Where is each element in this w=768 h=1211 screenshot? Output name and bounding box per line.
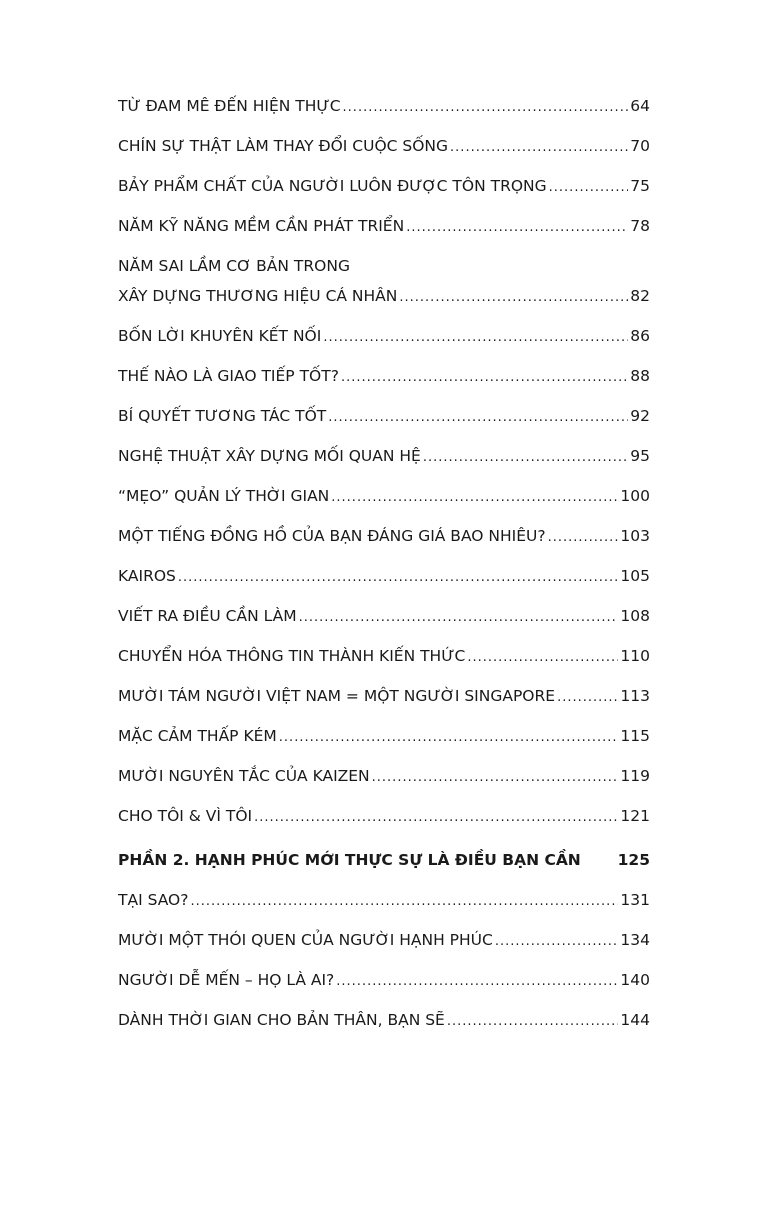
toc-leader-dots: [406, 215, 628, 241]
toc-entry-page: 113: [620, 687, 650, 705]
toc-entry: [118, 803, 650, 829]
toc-entry-page: 88: [630, 367, 650, 385]
toc-entry-page: 108: [620, 607, 650, 625]
toc-entry: [118, 443, 650, 469]
toc-entry-title-line2: XÂY DỰNG THƯƠNG HIỆU CÁ NHÂN: [118, 287, 398, 305]
toc-leader-dots: [279, 725, 619, 751]
toc-entry-title: CHUYỂN HÓA THÔNG TIN THÀNH KIẾN THỨC: [118, 647, 466, 665]
toc-entry: [118, 1007, 650, 1033]
toc-leader-dots: [557, 685, 618, 711]
toc-entry-title-line1: NĂM SAI LẦM CƠ BẢN TRONG: [118, 257, 350, 275]
toc-leader-dots: [254, 805, 618, 831]
toc-leader-dots: [372, 765, 619, 791]
toc-entry: [118, 563, 650, 589]
toc-entry-title: TẠI SAO?: [118, 891, 189, 909]
toc-entry: [118, 723, 650, 749]
toc-leader-dots: [331, 485, 618, 511]
toc-leader-dots: [447, 1009, 619, 1035]
toc-entry-title: NGHỆ THUẬT XÂY DỰNG MỐI QUAN HỆ: [118, 447, 421, 465]
toc-entry-title: CHÍN SỰ THẬT LÀM THAY ĐỔI CUỘC SỐNG: [118, 137, 449, 155]
toc-entry-page: 82: [630, 287, 650, 305]
toc-entry-title: THẾ NÀO LÀ GIAO TIẾP TỐT?: [118, 367, 339, 385]
toc-entry: [118, 93, 650, 119]
toc-entry: [118, 603, 650, 629]
toc-entry-page: 121: [620, 807, 650, 825]
toc-entry-page: 144: [620, 1011, 650, 1029]
toc-entry-title: TỪ ĐAM MÊ ĐẾN HIỆN THỰC: [118, 97, 341, 115]
toc-leader-dots: [450, 135, 628, 161]
toc-leader-dots: [399, 285, 628, 311]
toc-section-heading: [118, 847, 650, 873]
toc-leader-dots: [467, 645, 618, 671]
toc-entry-page: 140: [620, 971, 650, 989]
toc-entry-page: 100: [620, 487, 650, 505]
toc-entry: [118, 763, 650, 789]
toc-entry: [118, 887, 650, 913]
toc-entry: [118, 403, 650, 429]
toc-entry-page: 134: [620, 931, 650, 949]
toc-leader-dots: [323, 325, 628, 351]
toc-entry-title: BÍ QUYẾT TƯƠNG TÁC TỐT: [118, 407, 327, 425]
toc-leader-dots: [549, 175, 629, 201]
toc-entry: [118, 213, 650, 239]
toc-entry-page: 64: [630, 97, 650, 115]
toc-leader-dots: [341, 365, 628, 391]
toc-leader-dots: [328, 405, 628, 431]
toc-entry-page: 105: [620, 567, 650, 585]
toc-entry: [118, 133, 650, 159]
toc-entry-title: CHO TÔI & VÌ TÔI: [118, 807, 253, 825]
toc-entry-title: NGƯỜI DỄ MẾN – HỌ LÀ AI?: [118, 971, 335, 989]
toc-entry-title: MƯỜI NGUYÊN TẮC CỦA KAIZEN: [118, 767, 370, 785]
toc-entry-title: KAIROS: [118, 567, 176, 585]
toc-entry-page: 78: [630, 217, 650, 235]
toc-entry: [118, 967, 650, 993]
toc-entry-page: 75: [630, 177, 650, 195]
toc-entry-page: 131: [620, 891, 650, 909]
toc-entry: [118, 363, 650, 389]
toc-leader-dots: [336, 969, 618, 995]
toc-entry-title: MƯỜI MỘT THÓI QUEN CỦA NGƯỜI HẠNH PHÚC: [118, 931, 493, 949]
section-page: 125: [617, 851, 650, 869]
toc-entry: [118, 173, 650, 199]
toc-entry: [118, 483, 650, 509]
toc-entry-page: 70: [630, 137, 650, 155]
toc-entry: [118, 683, 650, 709]
toc-entry-page: 95: [630, 447, 650, 465]
toc-entry-title: BẢY PHẨM CHẤT CỦA NGƯỜI LUÔN ĐƯỢC TÔN TRỌNG: [118, 177, 547, 195]
toc-leader-dots: [423, 445, 628, 471]
toc-leader-dots: [178, 565, 619, 591]
toc-entry-title: MƯỜI TÁM NGƯỜI VIỆT NAM = MỘT NGƯỜI SINGAPORE: [118, 687, 556, 705]
section-title: PHẦN 2. HẠNH PHÚC MỚI THỰC SỰ LÀ ĐIỀU BẠN CẦN: [118, 851, 581, 869]
toc-leader-dots: [299, 605, 619, 631]
toc-entry-title: MẶC CẢM THẤP KÉM: [118, 727, 277, 745]
toc-entry-title: BỐN LỜI KHUYÊN KẾT NỐI: [118, 327, 322, 345]
toc-entry-page: 86: [630, 327, 650, 345]
toc-entry-title: “MẸO” QUẢN LÝ THỜI GIAN: [118, 487, 330, 505]
toc-entry-title: DÀNH THỜI GIAN CHO BẢN THÂN, BẠN SẼ: [118, 1011, 445, 1029]
toc-entry-page: 110: [620, 647, 650, 665]
toc-leader-dots: [343, 95, 629, 121]
toc-entry-page: 92: [630, 407, 650, 425]
toc-entry-page: 115: [620, 727, 650, 745]
toc-leader-dots: [495, 929, 619, 955]
toc-entry: [118, 927, 650, 953]
toc-entry: [118, 253, 650, 309]
toc-entry-page: 103: [620, 527, 650, 545]
toc-entry-title: MỘT TIẾNG ĐỒNG HỒ CỦA BẠN ĐÁNG GIÁ BAO NHIÊU?: [118, 527, 546, 545]
toc-entry-title: NĂM KỸ NĂNG MỀM CẦN PHÁT TRIỂN: [118, 217, 405, 235]
toc-entry: [118, 323, 650, 349]
toc-leader-dots: [190, 889, 618, 915]
toc-entry-title: VIẾT RA ĐIỀU CẦN LÀM: [118, 607, 297, 625]
toc-leader-dots: [548, 525, 619, 551]
toc-entry-page: 119: [620, 767, 650, 785]
toc-entry: [118, 643, 650, 669]
table-of-contents: [118, 93, 650, 1047]
toc-entry: [118, 523, 650, 549]
